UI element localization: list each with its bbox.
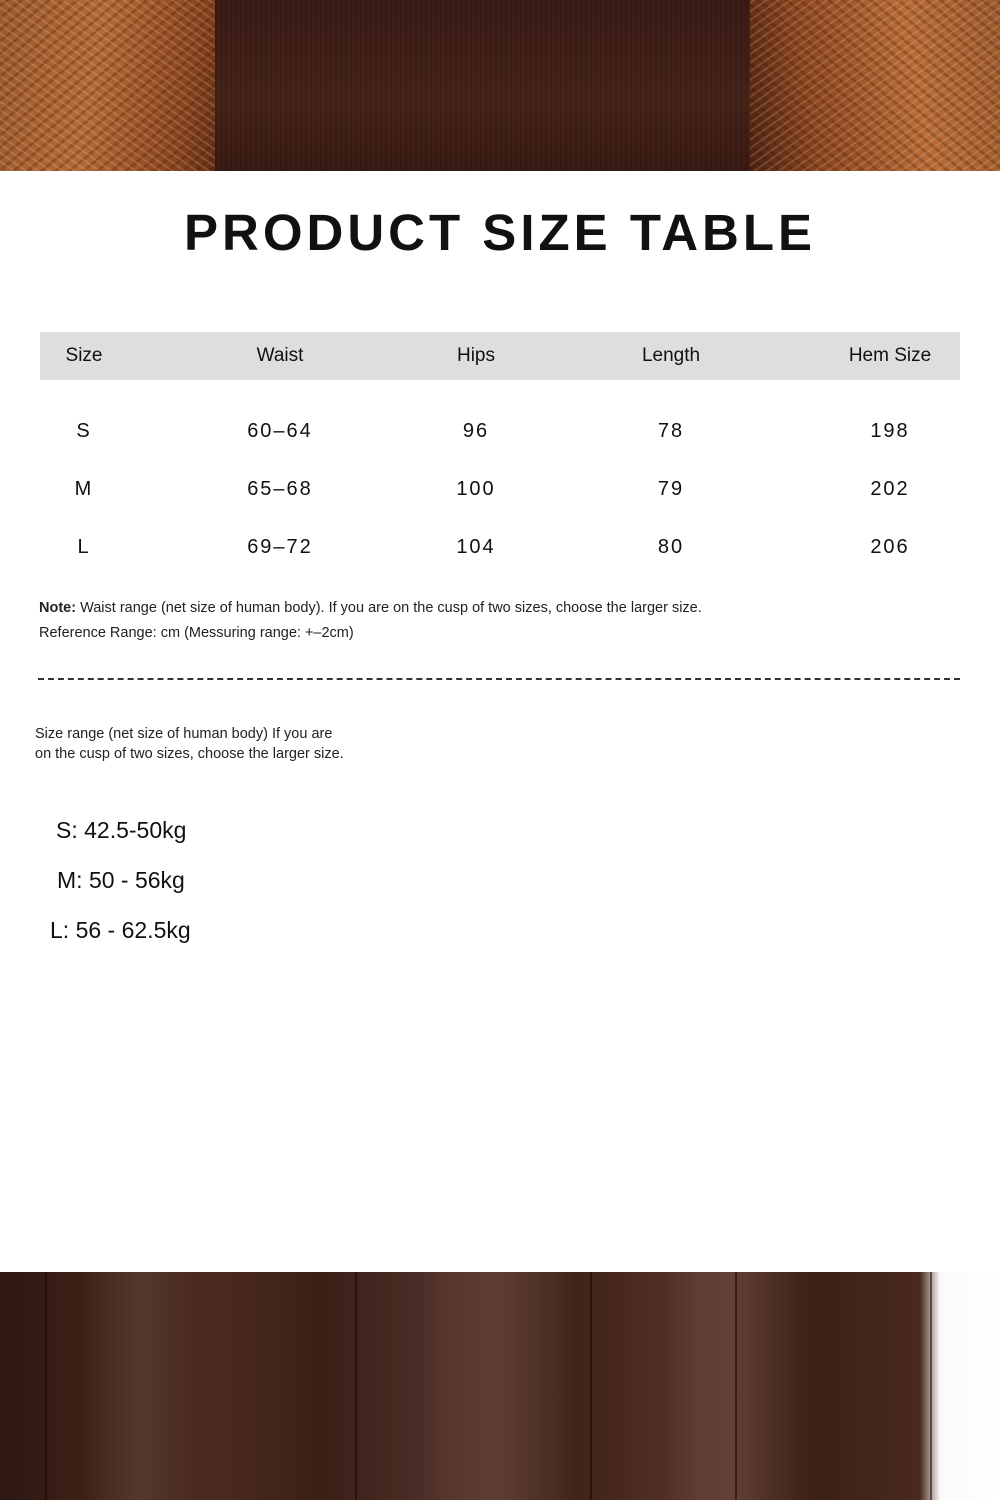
skirt-seam (735, 1272, 737, 1500)
cell-hem-size: 202 (870, 478, 910, 500)
cell-size: L (77, 536, 91, 558)
skirt-seam (45, 1272, 47, 1500)
size-range-line-2: on the cusp of two sizes, choose the larger size. (35, 746, 344, 762)
bottom-product-photo (0, 1272, 1000, 1500)
cell-waist: 65–68 (247, 478, 313, 500)
size-range-note (35, 724, 395, 764)
cell-hem-size: 198 (870, 420, 910, 442)
dashed-divider (38, 678, 960, 680)
note-label: Note: (39, 600, 77, 616)
header-waist: Waist (256, 345, 304, 366)
cell-hips: 104 (456, 536, 496, 558)
weight-size-m: M: 50 - 56kg (57, 867, 185, 893)
weight-guide (50, 817, 191, 967)
reference-range: Reference Range: cm (Messuring range: +–2cm) (39, 625, 354, 641)
skirt-seam (930, 1272, 932, 1500)
weight-size-s: S: 42.5-50kg (56, 817, 187, 843)
coat-left-panel (0, 0, 240, 171)
table-row (40, 420, 960, 450)
skirt-seam (355, 1272, 357, 1500)
page-title: PRODUCT SIZE TABLE (183, 204, 817, 261)
cell-hem-size: 206 (870, 536, 910, 558)
cell-length: 80 (657, 536, 685, 558)
cell-length: 78 (657, 420, 685, 442)
leather-sheen (80, 1272, 200, 1500)
leather-sheen (420, 1272, 580, 1500)
leather-sheen (660, 1272, 800, 1500)
skirt-seam (590, 1272, 592, 1500)
header-length: Length (641, 345, 701, 366)
size-table-header (40, 332, 960, 380)
header-hips: Hips (456, 345, 495, 366)
cell-size: M (74, 478, 94, 500)
weight-size-l: L: 56 - 62.5kg (50, 917, 191, 943)
header-size: Size (65, 345, 103, 366)
note-text: Waist range (net size of human body). If you are on the cusp of two sizes, choose the larger size. (76, 600, 702, 616)
cell-waist: 69–72 (247, 536, 313, 558)
table-row (40, 536, 960, 566)
cell-hips: 100 (456, 478, 496, 500)
coat-right-panel (750, 0, 1000, 171)
size-note (39, 596, 702, 646)
cell-length: 79 (657, 478, 685, 500)
table-row (40, 478, 960, 508)
cell-size: S (76, 420, 92, 442)
top-product-photo (0, 0, 1000, 171)
knit-sweater (215, 0, 755, 171)
cell-hips: 96 (462, 420, 490, 442)
cell-waist: 60–64 (247, 420, 313, 442)
header-hem-size: Hem Size (848, 345, 932, 366)
size-range-line-1: Size range (net size of human body) If you are (35, 726, 333, 742)
